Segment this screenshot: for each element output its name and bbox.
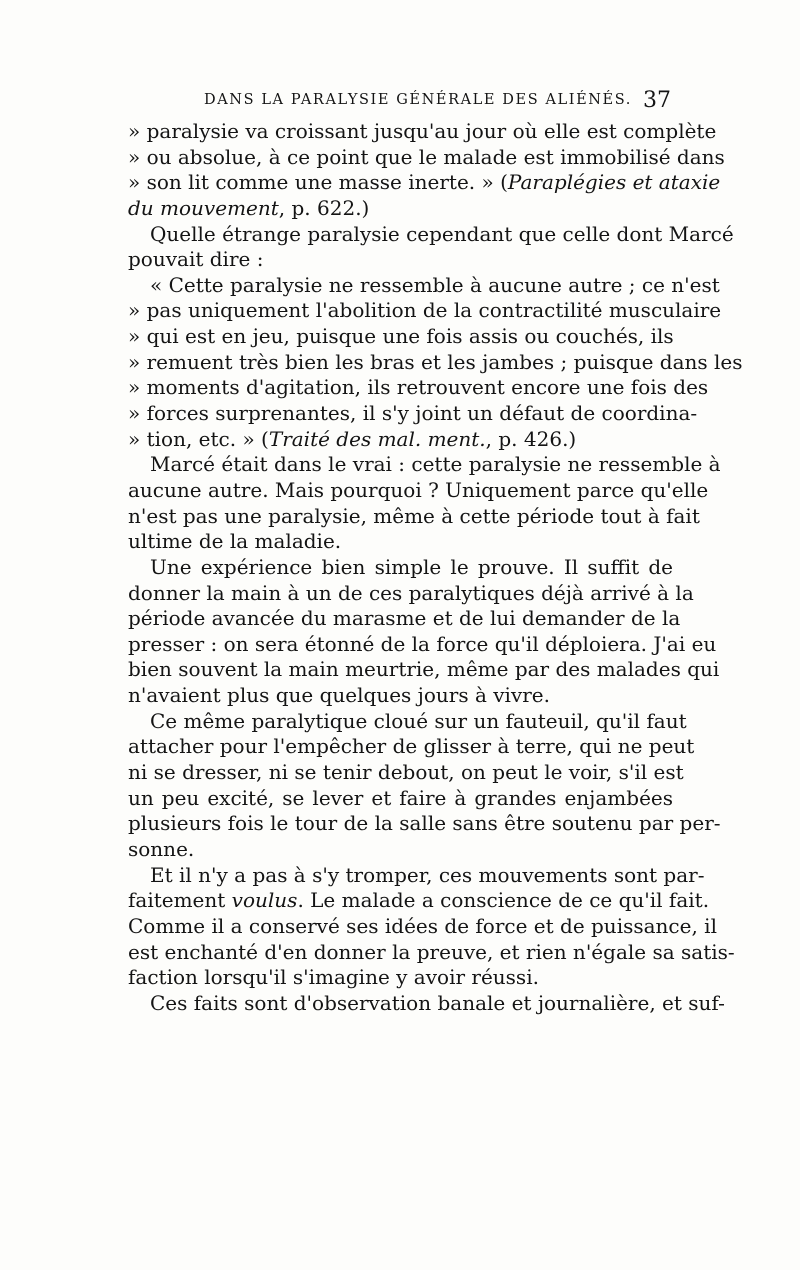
text-run: » son lit comme une masse inerte. » ( bbox=[128, 170, 508, 195]
text-line: n'est pas une paralysie, même à cette période tout à fait bbox=[128, 503, 700, 528]
text-line: » remuent très bien les bras et les jambes ; puisque dans les bbox=[128, 349, 743, 374]
text-line: est enchanté d'en donner la preuve, et rien n'égale sa satis- bbox=[128, 939, 735, 964]
text-line: Et il n'y a pas à s'y tromper, ces mouvements sont par- bbox=[150, 862, 705, 887]
text-run: faitement bbox=[128, 888, 232, 913]
text-line: ultime de la maladie. bbox=[128, 529, 342, 554]
text-line: un peu excité, se lever et faire à grandes enjambées bbox=[128, 785, 673, 810]
emphasis-word: voulus bbox=[231, 888, 298, 913]
text-line bbox=[128, 888, 710, 914]
page-number: 37 bbox=[643, 88, 671, 113]
text-line bbox=[128, 170, 721, 196]
text-line: » forces surprenantes, il s'y joint un défaut de coordina- bbox=[128, 401, 698, 426]
text-line: » qui est en jeu, puisque une fois assis ou couchés, ils bbox=[128, 324, 674, 349]
text-line: « Cette paralysie ne ressemble à aucune autre ; ce n'est bbox=[150, 272, 720, 297]
text-run: , p. 426.) bbox=[485, 426, 577, 451]
text-run: » tion, etc. » ( bbox=[128, 426, 269, 451]
text-line: ni se dresser, ni se tenir debout, on peut le voir, s'il est bbox=[128, 760, 684, 785]
running-title: DANS LA PARALYSIE GÉNÉRALE DES ALIÉNÉS. bbox=[204, 92, 632, 108]
text-line: n'avaient plus que quelques jours à vivre. bbox=[128, 683, 551, 708]
text-line: » paralysie va croissant jusqu'au jour où elle est complète bbox=[128, 119, 717, 143]
text-line: aucune autre. Mais pourquoi ? Uniquement parce qu'elle bbox=[128, 477, 709, 502]
citation-title: du mouvement bbox=[128, 195, 279, 220]
text-line: donner la main à un de ces paralytiques déjà arrivé à la bbox=[128, 580, 694, 605]
citation-title: Traité des mal. ment. bbox=[268, 426, 486, 451]
text-run: . Le malade a conscience de ce qu'il fait. bbox=[297, 888, 710, 913]
text-line: » ou absolue, à ce point que le malade est immobilisé dans bbox=[128, 144, 725, 169]
body-text bbox=[128, 119, 743, 1016]
text-line: bien souvent la main meurtrie, même par des malades qui bbox=[128, 657, 720, 682]
text-line: Ce même paralytique cloué sur un fauteuil, qu'il faut bbox=[150, 708, 687, 733]
text-line: » pas uniquement l'abolition de la contractilité musculaire bbox=[128, 298, 722, 323]
text-line: plusieurs fois le tour de la salle sans être soutenu par per- bbox=[128, 811, 721, 836]
text-line bbox=[128, 196, 673, 222]
text-line bbox=[128, 427, 673, 453]
text-line: Marcé était dans le vrai : cette paralysie ne ressemble à bbox=[150, 452, 721, 477]
page-header bbox=[128, 90, 673, 114]
citation-title: Paraplégies et ataxie bbox=[507, 170, 721, 195]
text-line: » moments d'agitation, ils retrouvent encore une fois des bbox=[128, 375, 709, 400]
text-line: faction lorsqu'il s'imagine y avoir réussi. bbox=[128, 965, 539, 990]
text-line: pouvait dire : bbox=[128, 247, 264, 272]
text-run: , p. 622.) bbox=[278, 195, 370, 220]
text-line: Ces faits sont d'observation banale et journalière, et suf- bbox=[150, 990, 725, 1015]
text-line: Quelle étrange paralysie cependant que celle dont Marcé bbox=[150, 221, 734, 246]
text-line: attacher pour l'empêcher de glisser à terre, qui ne peut bbox=[128, 734, 695, 759]
text-line: Une expérience bien simple le prouve. Il suffit de bbox=[150, 554, 673, 579]
text-line: presser : on sera étonné de la force qu'il déploiera. J'ai eu bbox=[128, 631, 717, 656]
text-line: Comme il a conservé ses idées de force et de puissance, il bbox=[128, 913, 717, 938]
text-line: sonne. bbox=[128, 836, 195, 861]
text-line: période avancée du marasme et de lui demander de la bbox=[128, 606, 681, 631]
